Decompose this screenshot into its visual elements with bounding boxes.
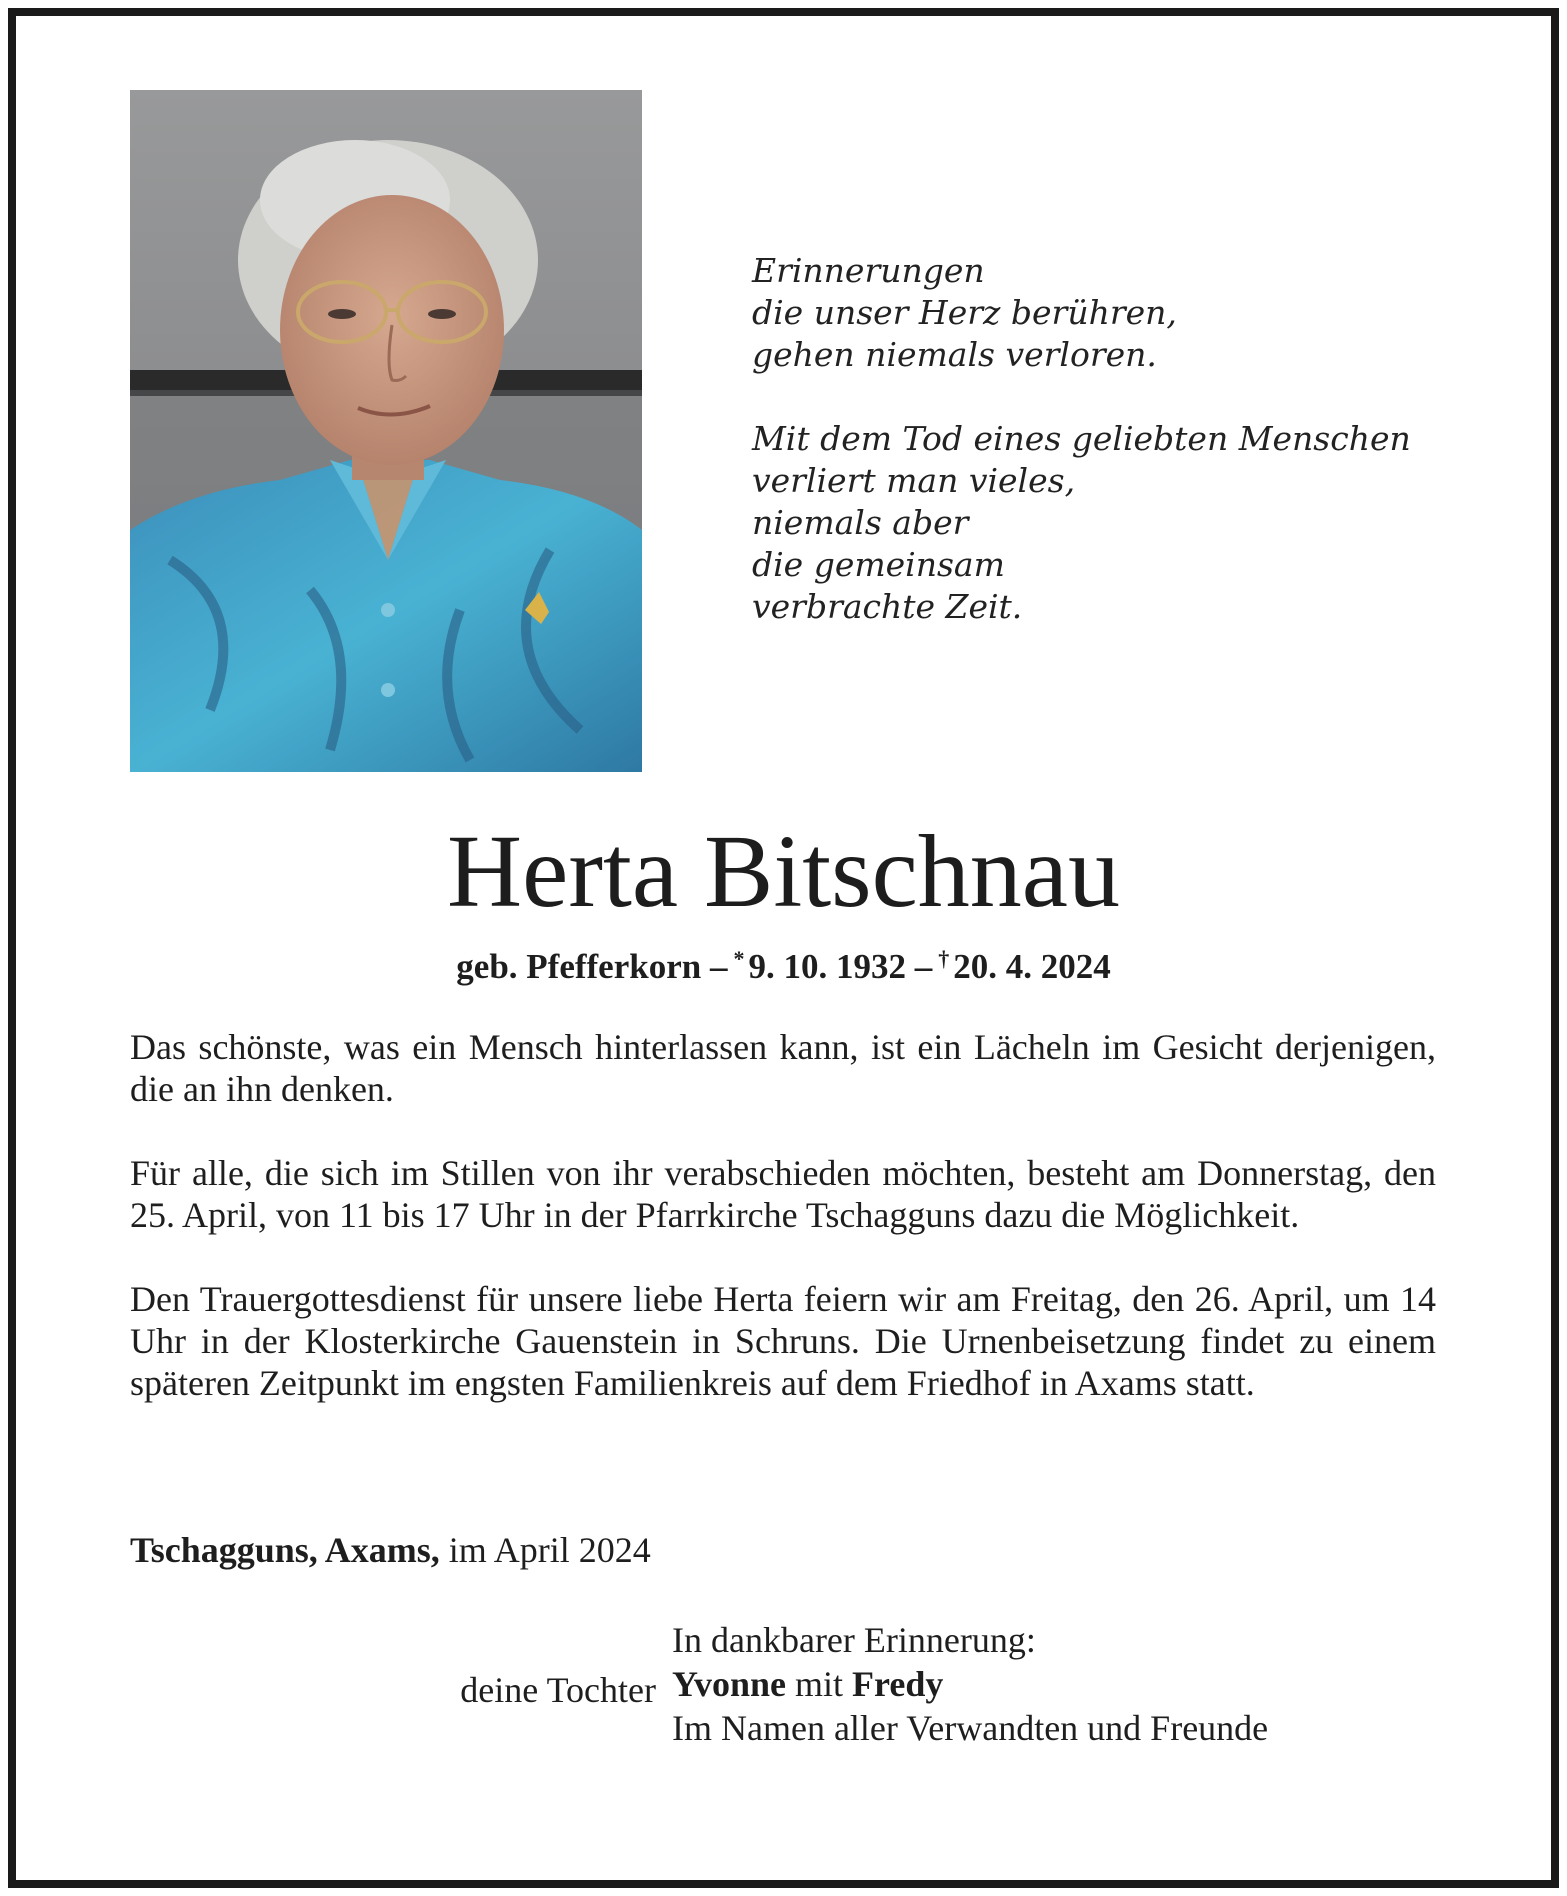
places: Tschagguns, Axams, xyxy=(130,1530,440,1570)
notice-body xyxy=(130,1026,1436,1446)
signature-intro: In dankbarer Erinnerung: xyxy=(672,1620,1036,1660)
poem-line: verliert man vieles, xyxy=(752,461,1076,500)
birth-symbol: * xyxy=(733,946,745,971)
signature-block xyxy=(672,1618,1268,1750)
poem-line: gehen niemals verloren. xyxy=(752,335,1157,374)
signature-name-2: Fredy xyxy=(852,1664,944,1704)
poem-line: die gemeinsam xyxy=(752,545,1005,584)
place-date-line xyxy=(130,1528,651,1572)
signature-names xyxy=(672,1662,1268,1706)
memorial-poem xyxy=(752,250,1411,670)
poem-stanza-1 xyxy=(752,250,1411,376)
notice-date: im April 2024 xyxy=(448,1530,651,1570)
signature-connector: mit xyxy=(795,1664,844,1704)
death-date: 20. 4. 2024 xyxy=(953,947,1111,986)
poem-line: verbrachte Zeit. xyxy=(752,587,1023,626)
poem-stanza-2 xyxy=(752,418,1411,628)
portrait-photo xyxy=(130,90,642,772)
signature-name-1: Yvonne xyxy=(672,1664,787,1704)
deceased-name: Herta Bitschnau xyxy=(447,814,1120,929)
signature-closing: Im Namen aller Verwandten und Freunde xyxy=(672,1708,1269,1748)
poem-line: Erinnerungen xyxy=(752,251,985,290)
poem-line: niemals aber xyxy=(752,503,969,542)
signature-relation: deine Tochter xyxy=(460,1670,656,1710)
body-paragraph: Den Trauergottesdienst für unsere liebe Herta feiern wir am Freitag, den 26. April, um 14 Uhr in der Klosterkirche Gauenstein in Schruns. Die Urnenbeisetzung findet zu einem späteren Zeitpunkt im engsten Familienkreis auf dem Friedhof in Axams statt. xyxy=(130,1279,1436,1403)
birth-date: 9. 10. 1932 – xyxy=(748,947,933,986)
body-paragraph: Das schönste, was ein Mensch hinterlassen kann, ist ein Lächeln im Gesicht derjenigen, die an ihn denken. xyxy=(130,1027,1436,1109)
birth-name: geb. Pfefferkorn – xyxy=(456,947,728,986)
poem-line: Mit dem Tod eines geliebten Menschen xyxy=(752,419,1411,458)
poem-line: die unser Herz berühren, xyxy=(752,293,1177,332)
death-symbol: † xyxy=(938,946,950,971)
birth-death-line xyxy=(0,936,1567,990)
body-paragraph: Für alle, die sich im Stillen von ihr verabschieden möchten, besteht am Donnerstag, den 25. April, von 11 bis 17 Uhr in der Pfarrkirche Tschagguns dazu die Möglichkeit. xyxy=(130,1153,1436,1235)
